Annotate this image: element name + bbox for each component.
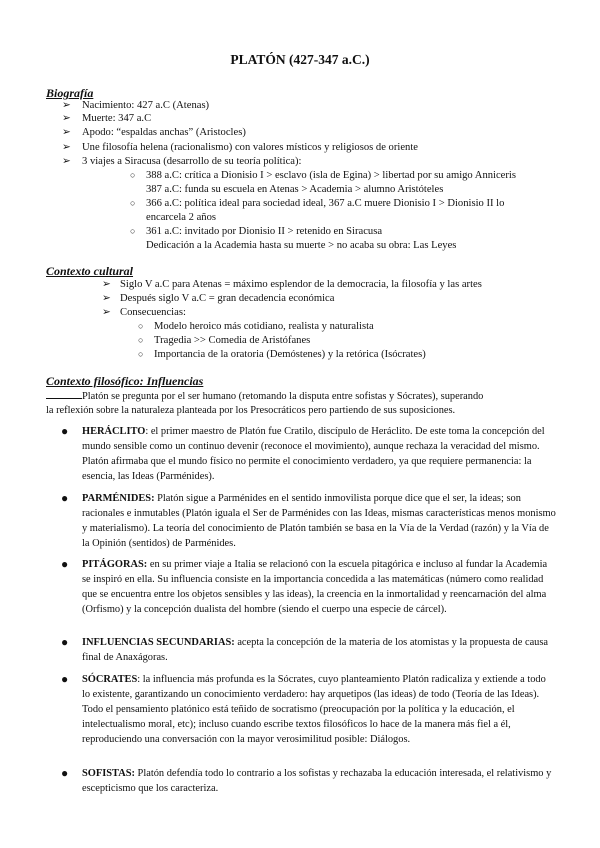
influence-name: PITÁGORAS: <box>82 559 148 570</box>
list-item-pitagoras <box>82 557 556 617</box>
list-item: 3 viajes a Siracusa (desarrollo de su teoría política): <box>82 156 302 167</box>
list-item: Consecuencias: <box>120 307 186 318</box>
list-item: Siglo V a.C para Atenas = máximo esplendor de la democracia, la filosofía y las artes <box>120 279 482 290</box>
circle-bullet-icon: ○ <box>130 170 136 180</box>
arrow-bullet-icon: ➢ <box>62 142 71 153</box>
list-item: Une filosofía helena (racionalismo) con valores místicos y religiosos de oriente <box>82 142 418 153</box>
influence-name: SOFISTAS: <box>82 768 135 779</box>
influence-name: PARMÉNIDES: <box>82 493 155 504</box>
list-item-socrates <box>82 672 556 747</box>
round-bullet-icon: ● <box>61 672 69 686</box>
round-bullet-icon: ● <box>61 557 69 571</box>
arrow-bullet-icon: ➢ <box>102 279 111 290</box>
circle-bullet-icon: ○ <box>138 335 144 345</box>
influence-text: : la influencia más profunda es la Sócrates, cuyo planteamiento Platón radicaliza y extiende a todo lo existente, garantizando un conocimiento verdadero: hay arquetipos (las ideas) de todo (Teoría de las Ideas). Todo el pensamiento platónico está teñido de socratismo (preocupación por la política y la educación, el intelectualismo moral, etc); incluso cuando escribe textos filosóficos lo hace de la manera más fiel a él, reproduciendo una conversación con la mayor verosimilitud posible: Diálogos. <box>82 674 546 745</box>
section-heading-biografia: Biografía <box>46 86 94 100</box>
influence-name: HERÁCLITO <box>82 426 146 437</box>
list-item-sofistas <box>82 766 556 796</box>
list-item: Nacimiento: 427 a.C (Atenas) <box>82 100 210 111</box>
influence-name: INFLUENCIAS SECUNDARIAS: <box>82 637 235 648</box>
circle-bullet-icon: ○ <box>130 198 136 208</box>
list-item: Muerte: 347 a.C <box>82 113 152 124</box>
circle-bullet-icon: ○ <box>138 321 144 331</box>
list-item: Apodo: “espaldas anchas” (Aristocles) <box>82 127 246 138</box>
sub-list-item: Tragedia >> Comedia de Aristófanes <box>154 335 311 346</box>
intro-text: Platón se pregunta por el ser humano (retomando la disputa entre sofistas y Sócrates), superando <box>82 391 484 402</box>
arrow-bullet-icon: ➢ <box>102 293 111 304</box>
intro-paragraph-line: la reflexión sobre la naturaleza planteada por los Presocráticos pero partiendo de sus suposiciones. <box>46 405 456 416</box>
influence-text: acepta la concepción de la materia de los atomistas y la propuesta de causa final de Anaxágoras. <box>82 637 549 663</box>
round-bullet-icon: ● <box>61 635 69 649</box>
intro-paragraph-line <box>46 388 556 404</box>
list-item-influencias-secundarias <box>82 635 556 665</box>
section-heading-contexto-filosofico: Contexto filosófico: Influencias <box>46 374 204 388</box>
sub-list-item: encarcela 2 años <box>146 212 216 223</box>
round-bullet-icon: ● <box>61 491 69 505</box>
arrow-bullet-icon: ➢ <box>62 100 71 111</box>
sub-list-item: 387 a.C: funda su escuela en Atenas > Academia > alumno Aristóteles <box>146 184 444 195</box>
round-bullet-icon: ● <box>61 766 69 780</box>
sub-list-item: 388 a.C: crítica a Dionisio I > esclavo (isla de Egina) > libertad por su amigo Anniceris <box>146 170 516 181</box>
sub-list-item: 361 a.C: invitado por Dionisio II > retenido en Siracusa <box>146 226 383 237</box>
indent-underline <box>46 388 82 399</box>
influence-text: en su primer viaje a Italia se relacionó con la escuela pitagórica e incluso al fundar la Academia se inspiró en ella. Su influencia consiste en la importancia concedida a las matemáticas (número como realidad que se encuentra entre los objetos sensibles y las ideas), la creencia en la inmortalidad y reencarnación del alma (Orfismo) y la concepción dualista del hombre (siendo el cuerpo una especie de cárcel). <box>82 559 548 615</box>
influence-text: Platón defendía todo lo contrario a los sofistas y rechazaba la educación interesada, el relativismo y escepticismo que los caracteriza. <box>82 768 552 794</box>
influence-text: Platón sigue a Parménides en el sentido inmovilista porque dice que el ser, la ideas; son racionales e inmutables (Platón iguala el Ser de Parménides con las Ideas, mismas características menos monismo y materialismo). La teoría del conocimiento de Platón también se basa en la Vía de la Verdad (razón) y la Vía de la Opinión (sentidos) de Parménides. <box>82 493 556 549</box>
arrow-bullet-icon: ➢ <box>102 307 111 318</box>
sub-list-item: Importancia de la oratoria (Demóstenes) y la retórica (Isócrates) <box>154 349 426 360</box>
sub-list-item: Modelo heroico más cotidiano, realista y naturalista <box>154 321 374 332</box>
arrow-bullet-icon: ➢ <box>62 127 71 138</box>
arrow-bullet-icon: ➢ <box>62 113 71 124</box>
circle-bullet-icon: ○ <box>138 349 144 359</box>
circle-bullet-icon: ○ <box>130 226 136 236</box>
round-bullet-icon: ● <box>61 424 69 438</box>
sub-list-item: 366 a.C: política ideal para sociedad ideal, 367 a.C muere Dionisio I > Dionisio II lo <box>146 198 505 209</box>
section-heading-contexto-cultural: Contexto cultural <box>46 264 134 278</box>
arrow-bullet-icon: ➢ <box>62 156 71 167</box>
sub-list-item: Dedicación a la Academia hasta su muerte > no acaba su obra: Las Leyes <box>146 240 457 251</box>
list-item: Después siglo V a.C = gran decadencia económica <box>120 293 335 304</box>
list-item-heraclito <box>82 424 556 484</box>
influence-name: SÓCRATES <box>82 674 138 685</box>
influence-text: : el primer maestro de Platón fue Cratilo, discípulo de Heráclito. De este toma la concepción del mundo sensible como un continuo devenir (reconoce el movimiento), aunque rechaza la veracidad del mismo. Platón afirmaba que el mundo físico no permite el conocimiento verdadero, ya que requiere permanencia: la esencia, las Ideas (Parménides). <box>82 426 545 482</box>
page-title: PLATÓN (427-347 a.C.) <box>230 52 370 67</box>
list-item-parmenides <box>82 491 556 551</box>
